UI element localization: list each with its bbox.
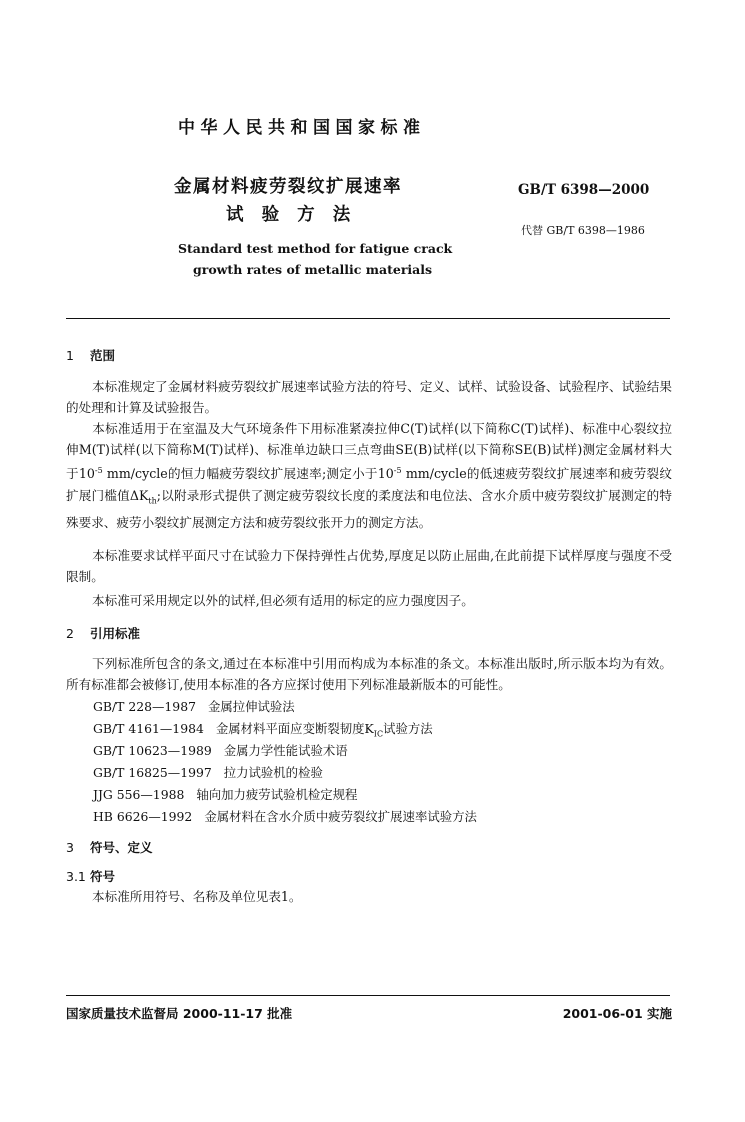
national-standard-heading: 中华人民共和国国家标准 [178, 118, 426, 138]
replaces-standard: 代替 GB/T 6398—1986 [521, 224, 645, 237]
reference-item: JJG 556—1988 轴向加力疲劳试验机检定规程 [93, 787, 358, 802]
reference-item: GB/T 16825—1997 拉力试验机的检验 [93, 765, 323, 780]
title-en-line2: growth rates of metallic materials [193, 262, 433, 277]
section-3-1-number: 3.1 [66, 869, 86, 884]
title-en-line1: Standard test method for fatigue crack [178, 241, 453, 256]
section-1-paragraph-4: 本标准可采用规定以外的试样,但必须有适用的标定的应力强度因子。 [92, 593, 474, 608]
section-1-paragraph-2: 本标准适用于在室温及大气环境条件下用标准紧凑拉伸C(T)试样(以下简称C(T)试样)、标准中心裂纹拉伸M(T)试样(以下简称M(T)试样)、标准单边缺口三点弯曲SE(B)试样(以下简称SE(B)试样)测定金属材料大于$10^{-5}$ mm/cycle的恒力幅疲劳裂纹扩展速率;测定小于$10^{-5}$ mm/cycle的低速疲劳裂纹扩展速率和疲劳裂纹扩展门槛值$\Delta K_{th}$;以附录形式提供了测定疲劳裂纹长度的柔度法和电位法、含水介质中疲劳裂纹扩展测定的特殊要求、疲劳小裂纹扩展测定方法和疲劳裂纹张开力的测定方法。 [66, 421, 672, 530]
effective-date: 2001-06-01 实施 [562, 1006, 672, 1021]
section-2-number: 2 [66, 626, 74, 641]
reference-item: HB 6626—1992 金属材料在含水介质中疲劳裂纹扩展速率试验方法 [93, 809, 477, 824]
section-1-title: 范围 [90, 348, 116, 363]
reference-item: GB/T 228—1987 金属拉伸试验法 [93, 699, 295, 714]
reference-item: GB/T 10623—1989 金属力学性能试验术语 [93, 743, 348, 758]
title-cn-line1: 金属材料疲劳裂纹扩展速率 [174, 177, 402, 197]
section-3-1-heading [66, 867, 115, 885]
section-1-heading [66, 346, 115, 364]
section-1-paragraph-3: 本标准要求试样平面尺寸在试验力下保持弹性占优势,厚度足以防止屈曲,在此前提下试样厚度与强度不受限制。 [66, 548, 672, 585]
section-2-heading [66, 624, 140, 642]
footer-divider [66, 995, 670, 996]
section-3-1-paragraph-1: 本标准所用符号、名称及单位见表1。 [92, 889, 302, 904]
section-3-1-title: 符号 [90, 869, 116, 884]
section-1-number: 1 [66, 348, 74, 363]
section-1-paragraph-1: 本标准规定了金属材料疲劳裂纹扩展速率试验方法的符号、定义、试样、试验设备、试验程序、试验结果的处理和计算及试验报告。 [66, 379, 672, 416]
section-2-title: 引用标准 [90, 626, 141, 641]
section-3-number: 3 [66, 840, 74, 855]
section-3-title: 符号、定义 [90, 840, 153, 855]
standard-number: GB/T 6398—2000 [518, 182, 650, 198]
header-divider [66, 318, 670, 319]
issued-by: 国家质量技术监督局 2000-11-17 批准 [66, 1006, 293, 1021]
reference-item: GB/T 4161—1984 金属材料平面应变断裂韧度$K_{IC}$试验方法 [93, 721, 433, 739]
section-3-heading [66, 838, 153, 856]
title-cn-line2: 试 验 方 法 [226, 205, 357, 225]
section-2-paragraph-1: 下列标准所包含的条文,通过在本标准中引用而构成为本标准的条文。本标准出版时,所示版本均为有效。所有标准都会被修订,使用本标准的各方应探讨使用下列标准最新版本的可能性。 [66, 656, 672, 693]
